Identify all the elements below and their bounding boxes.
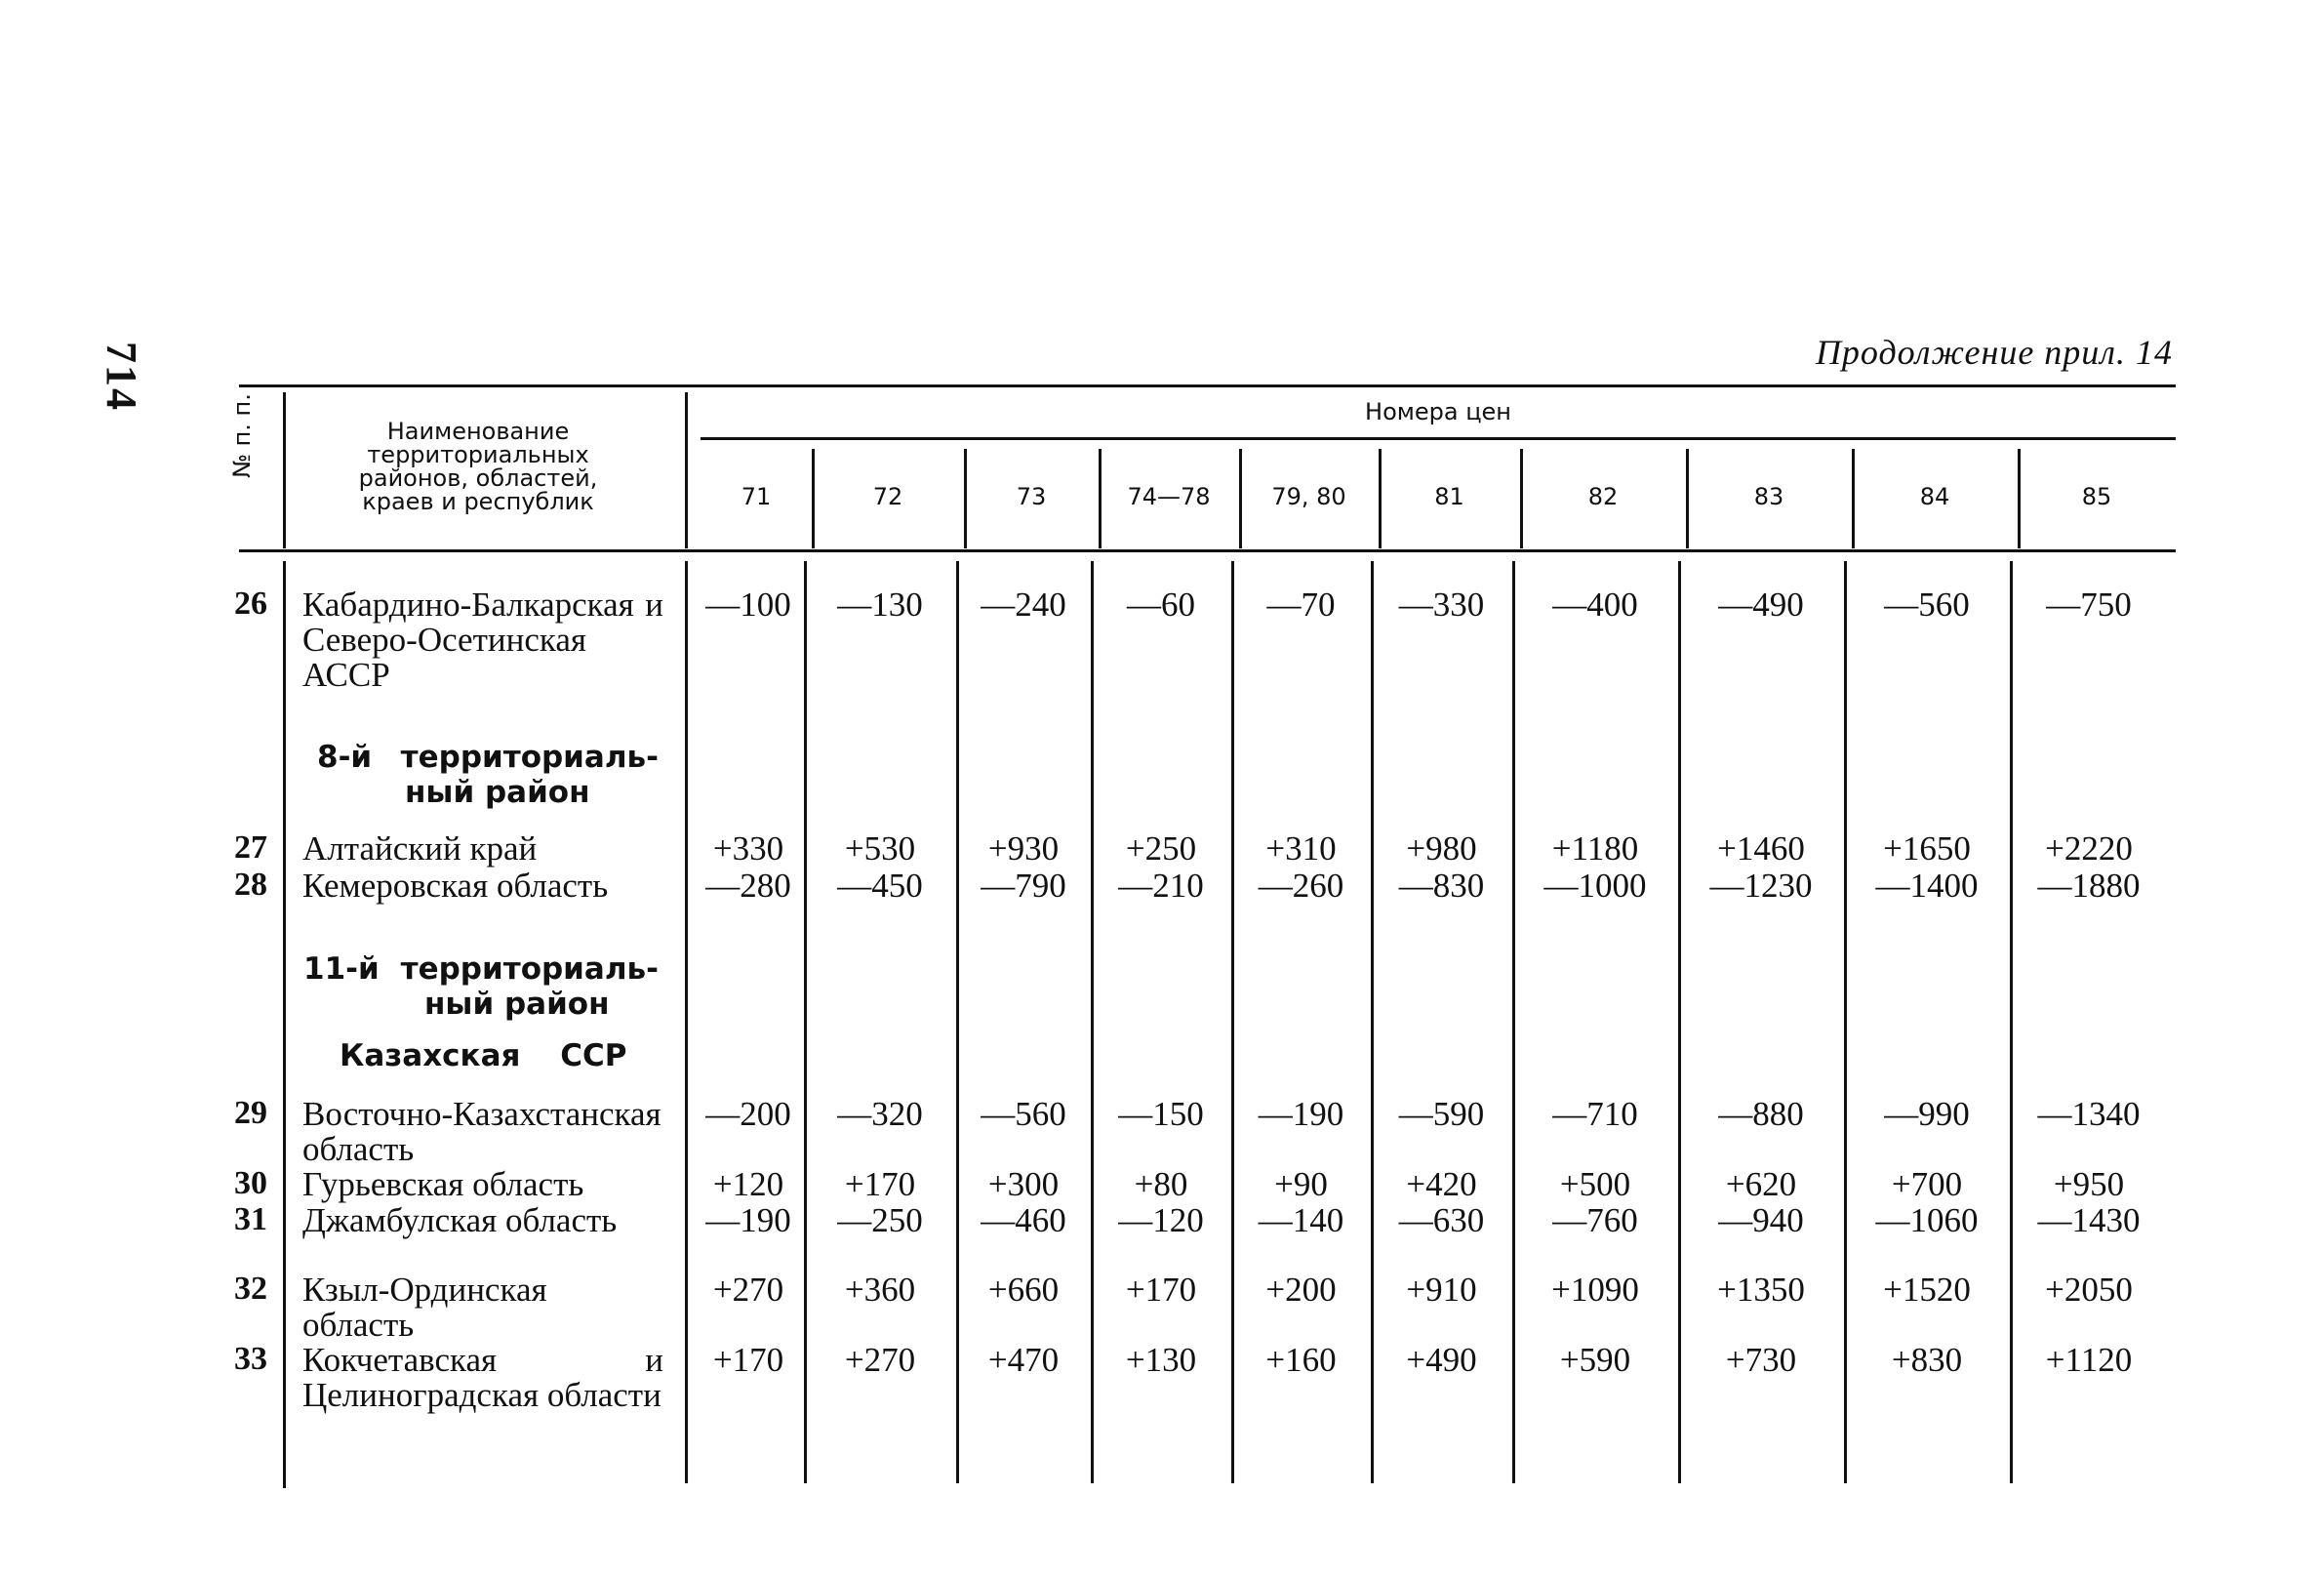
row-number: 29: [234, 1095, 267, 1131]
price-cell: +490: [1406, 1341, 1477, 1379]
row-number-header: № п. п.: [228, 393, 256, 478]
price-cell: —60: [1127, 586, 1195, 624]
price-column-header: 83: [1753, 483, 1784, 510]
price-cell: —1400: [1875, 867, 1979, 905]
price-cell: +90: [1274, 1165, 1328, 1203]
price-cell: —260: [1258, 867, 1344, 905]
body-rule-col-6: [1512, 561, 1515, 1483]
price-cell: +730: [1725, 1341, 1797, 1379]
price-cell: —940: [1718, 1201, 1804, 1239]
price-cell: —990: [1884, 1095, 1970, 1133]
section-heading-8: [298, 740, 659, 810]
price-cell: +700: [1891, 1165, 1963, 1203]
price-cell: —560: [1884, 586, 1970, 624]
row-number: 32: [234, 1271, 267, 1307]
price-cell: —830: [1398, 867, 1485, 905]
price-cell: —140: [1258, 1201, 1344, 1239]
prices-group-rule: [701, 437, 2176, 440]
price-cell: —760: [1552, 1201, 1638, 1239]
price-column-header: 84: [1919, 483, 1950, 510]
table-top-rule: [239, 384, 2176, 387]
price-cell: +2050: [2045, 1271, 2133, 1309]
price-cell: +1180: [1551, 829, 1639, 868]
row-number: 27: [234, 829, 267, 866]
row-name: Алтайский край: [302, 829, 538, 868]
row-number: 30: [234, 1165, 267, 1201]
price-cell: —560: [981, 1095, 1066, 1133]
price-column-header: 81: [1434, 483, 1464, 510]
price-cell: —710: [1552, 1095, 1638, 1133]
price-cell: —240: [981, 586, 1066, 624]
body-rule-col-8: [1844, 561, 1847, 1483]
price-cell: +250: [1125, 829, 1197, 868]
price-cell: —250: [837, 1201, 923, 1239]
body-rule-col-3: [1091, 561, 1094, 1483]
price-cell: —1060: [1875, 1201, 1979, 1239]
price-cell: +1460: [1717, 829, 1805, 868]
body-rule-name-right: [685, 561, 688, 1483]
price-cell: +330: [712, 829, 784, 868]
prices-group-header: Номера цен: [1365, 398, 1511, 425]
row-name: Кокчетавская и Целиноградская области: [302, 1341, 663, 1414]
price-cell: —1430: [2037, 1201, 2141, 1239]
price-cell: —190: [1258, 1095, 1344, 1133]
price-cell: —120: [1118, 1201, 1204, 1239]
price-cell: —490: [1718, 586, 1804, 624]
row-name: Кемеровская область: [302, 867, 609, 905]
price-cell: +160: [1265, 1341, 1337, 1379]
price-cell: —1880: [2037, 867, 2141, 905]
price-cell: —790: [981, 867, 1066, 905]
price-cell: —630: [1398, 1201, 1485, 1239]
page-number: 714: [98, 342, 145, 412]
section-heading-11: [298, 951, 659, 1022]
price-cell: +1120: [2045, 1341, 2133, 1379]
row-number: 26: [234, 586, 267, 622]
body-rule-col-9: [2010, 561, 2013, 1483]
price-cell: +300: [987, 1165, 1060, 1203]
body-rule-col-1: [804, 561, 807, 1483]
price-cell: —280: [705, 867, 791, 905]
price-cell: +170: [712, 1341, 784, 1379]
price-cell: +500: [1559, 1165, 1631, 1203]
price-cell: +80: [1134, 1165, 1188, 1203]
price-cell: —210: [1118, 867, 1204, 905]
price-cell: —70: [1266, 586, 1336, 624]
row-name: Кабардино-Балкарская и Северо-Осетинская АССР: [302, 586, 663, 694]
price-cell: —150: [1118, 1095, 1204, 1133]
price-cell: +620: [1725, 1165, 1797, 1203]
body-rule-col-4: [1231, 561, 1234, 1483]
price-cell: +1650: [1883, 829, 1971, 868]
price-column-header: 79, 80: [1271, 483, 1346, 510]
price-column-header: 85: [2081, 483, 2112, 510]
row-name: Восточно-Казахстанская область: [302, 1095, 661, 1168]
price-cell: —330: [1398, 586, 1485, 624]
price-cell: —400: [1552, 586, 1638, 624]
header-rule-name-right: [685, 392, 688, 548]
body-rule-name-left: [283, 561, 286, 1488]
price-cell: +530: [844, 829, 916, 868]
body-rule-col-2: [956, 561, 959, 1483]
price-cell: —590: [1398, 1095, 1485, 1133]
row-number: 31: [234, 1201, 267, 1237]
body-rule-col-7: [1678, 561, 1681, 1483]
price-cell: +310: [1265, 829, 1337, 868]
name-column-header: Наименование территориальных районов, областей, краев и республик: [358, 418, 598, 515]
price-cell: +930: [987, 829, 1060, 868]
price-cell: +420: [1406, 1165, 1477, 1203]
price-cell: —460: [981, 1201, 1066, 1239]
row-number: 33: [234, 1341, 267, 1377]
price-cell: —1340: [2037, 1095, 2141, 1133]
price-cell: +120: [712, 1165, 784, 1203]
section-heading-8-line2: ный район: [405, 775, 590, 810]
price-cell: +1090: [1551, 1271, 1639, 1309]
price-column-header: 72: [872, 483, 903, 510]
price-cell: +590: [1559, 1341, 1631, 1379]
body-rule-col-5: [1371, 561, 1374, 1483]
price-cell: —1230: [1709, 867, 1813, 905]
price-cell: —130: [837, 586, 923, 624]
price-column-header: 82: [1587, 483, 1619, 510]
price-cell: +130: [1125, 1341, 1197, 1379]
price-cell: +270: [844, 1341, 916, 1379]
price-cell: +980: [1406, 829, 1477, 868]
continuation-caption: Продолжение прил. 14: [1815, 333, 2173, 372]
price-column-header: 71: [741, 483, 772, 510]
price-cell: —320: [837, 1095, 923, 1133]
row-name: Джамбулская область: [302, 1201, 618, 1239]
price-cell: +200: [1265, 1271, 1337, 1309]
price-cell: +950: [2053, 1165, 2125, 1203]
row-name: Гурьевская область: [302, 1165, 584, 1203]
price-cell: +660: [987, 1271, 1060, 1309]
price-column-header: 73: [1016, 483, 1047, 510]
price-cell: —200: [705, 1095, 791, 1133]
header-rule-name-left: [283, 392, 286, 548]
price-cell: +170: [844, 1165, 916, 1203]
section-heading-11-line2: ный район: [424, 987, 610, 1022]
price-cell: +270: [712, 1271, 784, 1309]
section-heading-11-line1: 11-й территориаль-: [303, 951, 659, 987]
price-cell: —880: [1718, 1095, 1804, 1133]
section-heading-kazakh-ssr: Казахская ССР: [340, 1038, 627, 1073]
price-cell: +360: [844, 1271, 916, 1309]
price-cell: —100: [705, 586, 791, 624]
price-cell: +1350: [1717, 1271, 1805, 1309]
price-cell: —750: [2046, 586, 2132, 624]
price-cell: +830: [1891, 1341, 1963, 1379]
price-cell: —450: [837, 867, 923, 905]
header-bottom-rule: [239, 549, 2176, 552]
section-heading-8-line1: 8-й территориаль-: [317, 740, 659, 775]
price-cell: +1520: [1883, 1271, 1971, 1309]
price-column-header: 74—78: [1127, 483, 1211, 510]
price-cell: —1000: [1543, 867, 1647, 905]
price-cell: +470: [987, 1341, 1060, 1379]
price-cell: +170: [1125, 1271, 1197, 1309]
price-cell: +910: [1406, 1271, 1477, 1309]
row-name: Кзыл-Ординская область: [302, 1271, 547, 1344]
price-cell: —190: [705, 1201, 791, 1239]
row-number: 28: [234, 867, 267, 903]
price-cell: +2220: [2045, 829, 2133, 868]
